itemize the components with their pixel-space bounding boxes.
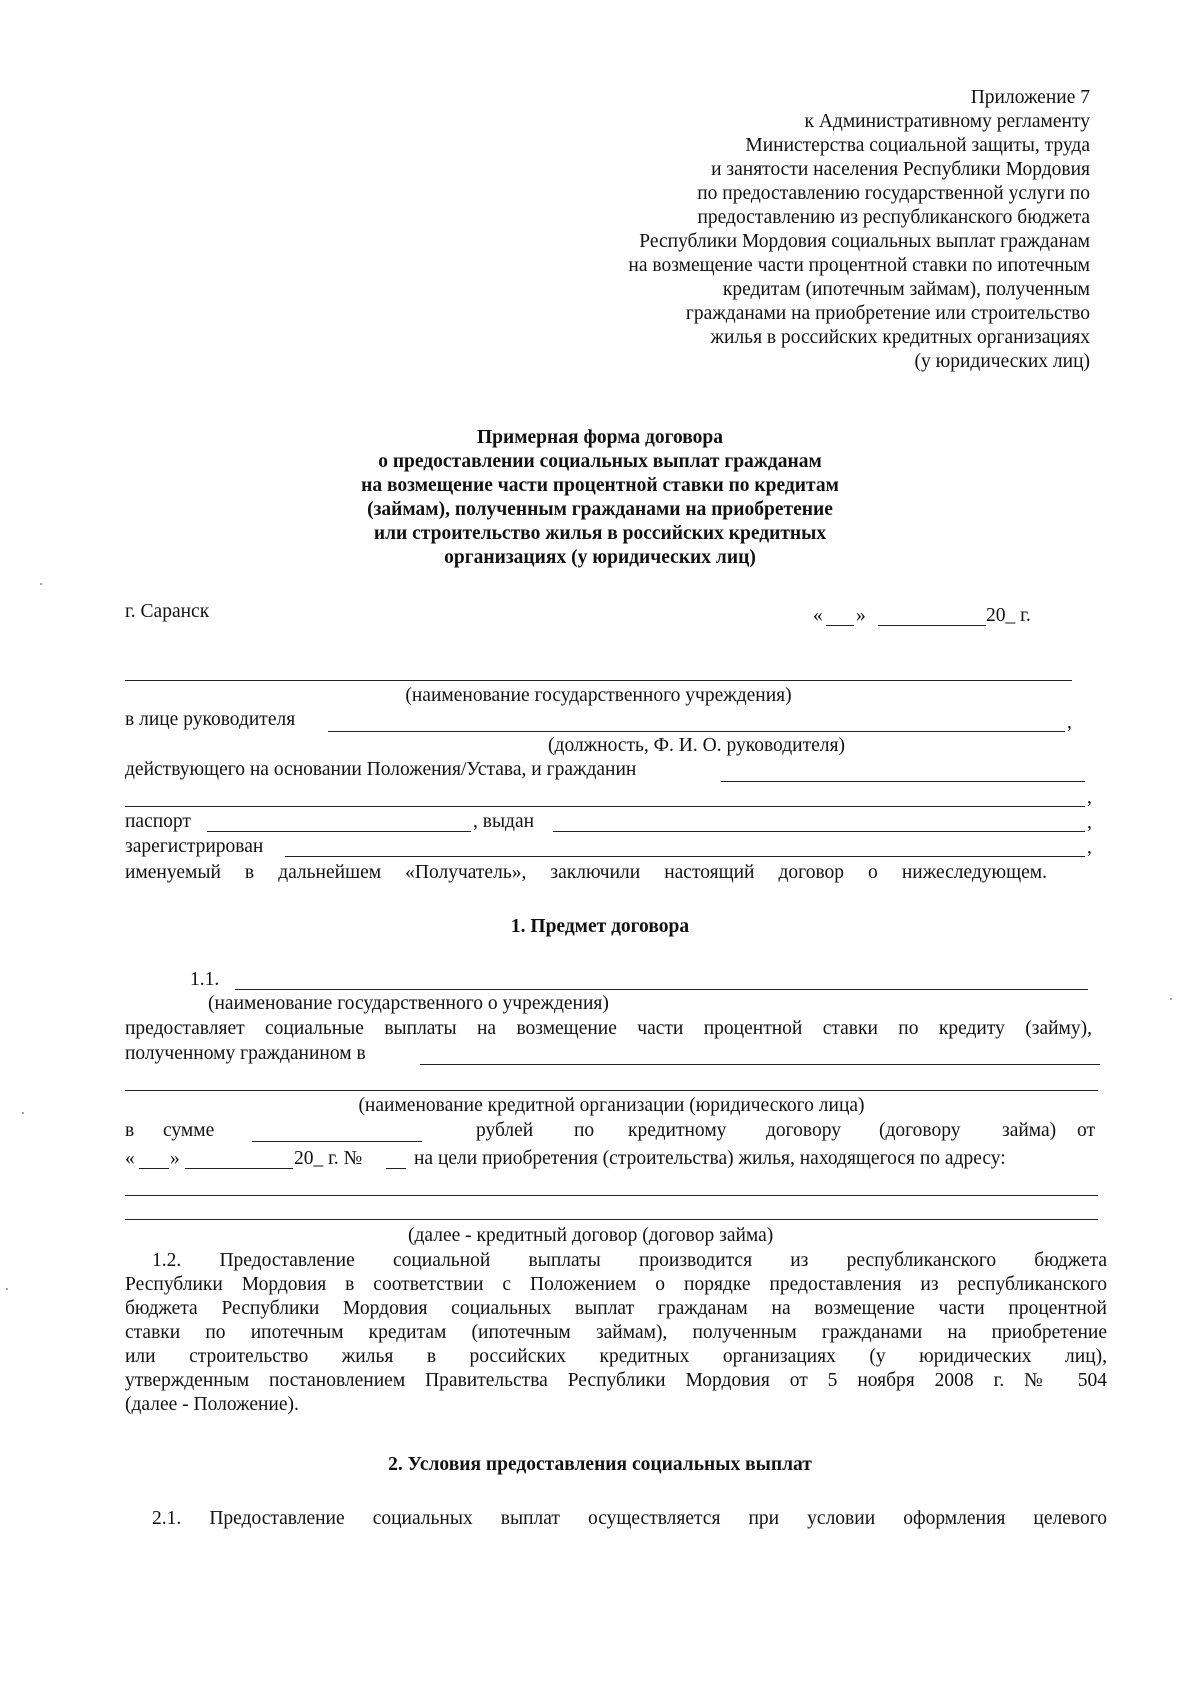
acting-label: действующего на основании Положения/Устава, и гражданин <box>125 759 637 780</box>
appendix-line: предоставлению из республиканского бюджета <box>697 207 1090 228</box>
sum-blank[interactable] <box>252 1141 422 1142</box>
paragraph-line: 1.2. Предоставление социальной выплаты производится из республиканского бюджета <box>152 1250 1107 1271</box>
appendix-line: гражданами на приобретение или строительство <box>685 303 1090 324</box>
appendix-line: и занятости населения Республики Мордовия <box>711 159 1090 180</box>
paragraph-line: Республики Мордовия в соответствии с Положением о порядке предоставления из республиканского <box>125 1274 1107 1295</box>
issued-by-blank[interactable] <box>553 831 1085 832</box>
word: по <box>574 1120 595 1141</box>
title-line: на возмещение части процентной ставки по кредитам <box>361 475 839 496</box>
title-line: или строительство жилья в российских кредитных <box>373 523 827 544</box>
place: г. Саранск <box>125 601 210 622</box>
comma: , <box>1087 837 1092 858</box>
address-blank-2[interactable] <box>125 1219 1098 1220</box>
credit-org-caption: (наименование кредитной организации (юридического лица) <box>358 1095 865 1116</box>
paragraph-line: или строительство жилья в российских кредитных организациях (у юридических лиц), <box>125 1346 1107 1367</box>
title-line: Примерная форма договора <box>477 427 723 448</box>
institution-name-blank[interactable] <box>125 680 1072 681</box>
scan-speck <box>6 1288 8 1290</box>
word: (договору <box>879 1120 961 1141</box>
received-label: полученному гражданином в <box>125 1043 366 1064</box>
paragraph-line: бюджета Республики Мордовия социальных выплат гражданам на возмещение части процентной <box>125 1298 1107 1319</box>
head-caption: (должность, Ф. И. О. руководителя) <box>548 735 845 756</box>
institution-caption: (наименование государственного учреждения) <box>405 685 792 706</box>
issued-label: , выдан <box>473 811 535 832</box>
credit-org-blank-cont[interactable] <box>125 1090 1098 1091</box>
registered-label: зарегистрирован <box>125 836 264 857</box>
comma: , <box>1067 712 1072 733</box>
appendix-line: (у юридических лиц) <box>914 351 1090 372</box>
institution-name-blank-2[interactable] <box>235 989 1088 990</box>
comma: , <box>1087 787 1092 808</box>
date2-close-quote: » <box>170 1148 180 1169</box>
word: в <box>125 1120 135 1141</box>
title-line: организациях (у юридических лиц) <box>444 547 756 568</box>
appendix-line: Министерства социальной защиты, труда <box>745 135 1090 156</box>
appendix-line: к Административному регламенту <box>804 111 1090 132</box>
passport-number-blank[interactable] <box>207 831 471 832</box>
scan-speck <box>1170 998 1172 1000</box>
appendix-line: на возмещение части процентной ставки по ипотечным <box>628 255 1090 276</box>
section1-heading: 1. Предмет договора <box>510 916 690 937</box>
provides-text: предоставляет социальные выплаты на возмещение части процентной ставки по кредиту (займу), <box>125 1018 1092 1039</box>
comma: , <box>1087 812 1092 833</box>
registration-address-blank[interactable] <box>285 856 1085 857</box>
word: рублей <box>476 1120 534 1141</box>
paragraph-line: утвержденным постановлением Правительства Республики Мордовия от 5 ноября 2008 г. № 504 <box>125 1370 1107 1391</box>
citizen-name-blank-cont[interactable] <box>125 806 1085 807</box>
date2-month-blank[interactable] <box>185 1168 293 1169</box>
date-day-blank[interactable] <box>826 625 854 626</box>
in-person-label: в лице руководителя <box>125 709 296 730</box>
date2-day-blank[interactable] <box>139 1168 169 1169</box>
paragraph-line: ставки по ипотечным кредитам (ипотечным займам), полученным гражданами на приобретение <box>125 1322 1107 1343</box>
date-year: 20_ г. <box>986 605 1031 626</box>
word: от <box>1077 1120 1096 1141</box>
title-line: (займам), полученным гражданами на приобретение <box>367 499 833 520</box>
word: кредитному <box>628 1120 727 1141</box>
item-1-1-number: 1.1. <box>190 969 220 990</box>
hereinafter-text: именуемый в дальнейшем «Получатель», заключили настоящий договор о нижеследующем. <box>125 862 1047 883</box>
date2-year-number: 20_ г. № <box>294 1148 363 1169</box>
appendix-line: Приложение 7 <box>970 87 1090 108</box>
word: займа) <box>1002 1120 1057 1141</box>
section2-heading: 2. Условия предоставления социальных выплат <box>388 1454 812 1475</box>
word: договору <box>766 1120 842 1141</box>
appendix-line: кредитам (ипотечным займам), полученным <box>722 279 1090 300</box>
citizen-name-blank[interactable] <box>721 781 1085 782</box>
appendix-line: жилья в российских кредитных организациях <box>710 327 1090 348</box>
passport-label: паспорт <box>125 811 191 832</box>
date-close-quote: » <box>856 605 866 626</box>
head-name-blank[interactable] <box>328 731 1065 732</box>
scan-speck <box>22 1112 24 1114</box>
appendix-line: Республики Мордовия социальных выплат гражданам <box>639 231 1090 252</box>
date2-open-quote: « <box>125 1148 135 1169</box>
credit-org-blank[interactable] <box>420 1064 1100 1065</box>
institution-caption-2: (наименование государственного о учреждения) <box>208 993 609 1014</box>
contract-number-blank[interactable] <box>386 1168 406 1169</box>
purpose-text: на цели приобретения (строительства) жилья, находящегося по адресу: <box>414 1148 1006 1169</box>
appendix-line: по предоставлению государственной услуги по <box>697 183 1090 204</box>
title-line: о предоставлении социальных выплат гражданам <box>378 451 822 472</box>
address-blank-1[interactable] <box>125 1195 1098 1196</box>
date-open-quote: « <box>813 605 823 626</box>
word: сумме <box>163 1120 215 1141</box>
paragraph-2-1: 2.1. Предоставление социальных выплат осуществляется при условии оформления целевого <box>152 1508 1107 1529</box>
date-month-blank[interactable] <box>878 625 986 626</box>
paragraph-line: (далее - Положение). <box>125 1394 299 1415</box>
credit-contract-caption: (далее - кредитный договор (договор займа) <box>408 1225 774 1246</box>
scan-speck <box>40 583 42 585</box>
